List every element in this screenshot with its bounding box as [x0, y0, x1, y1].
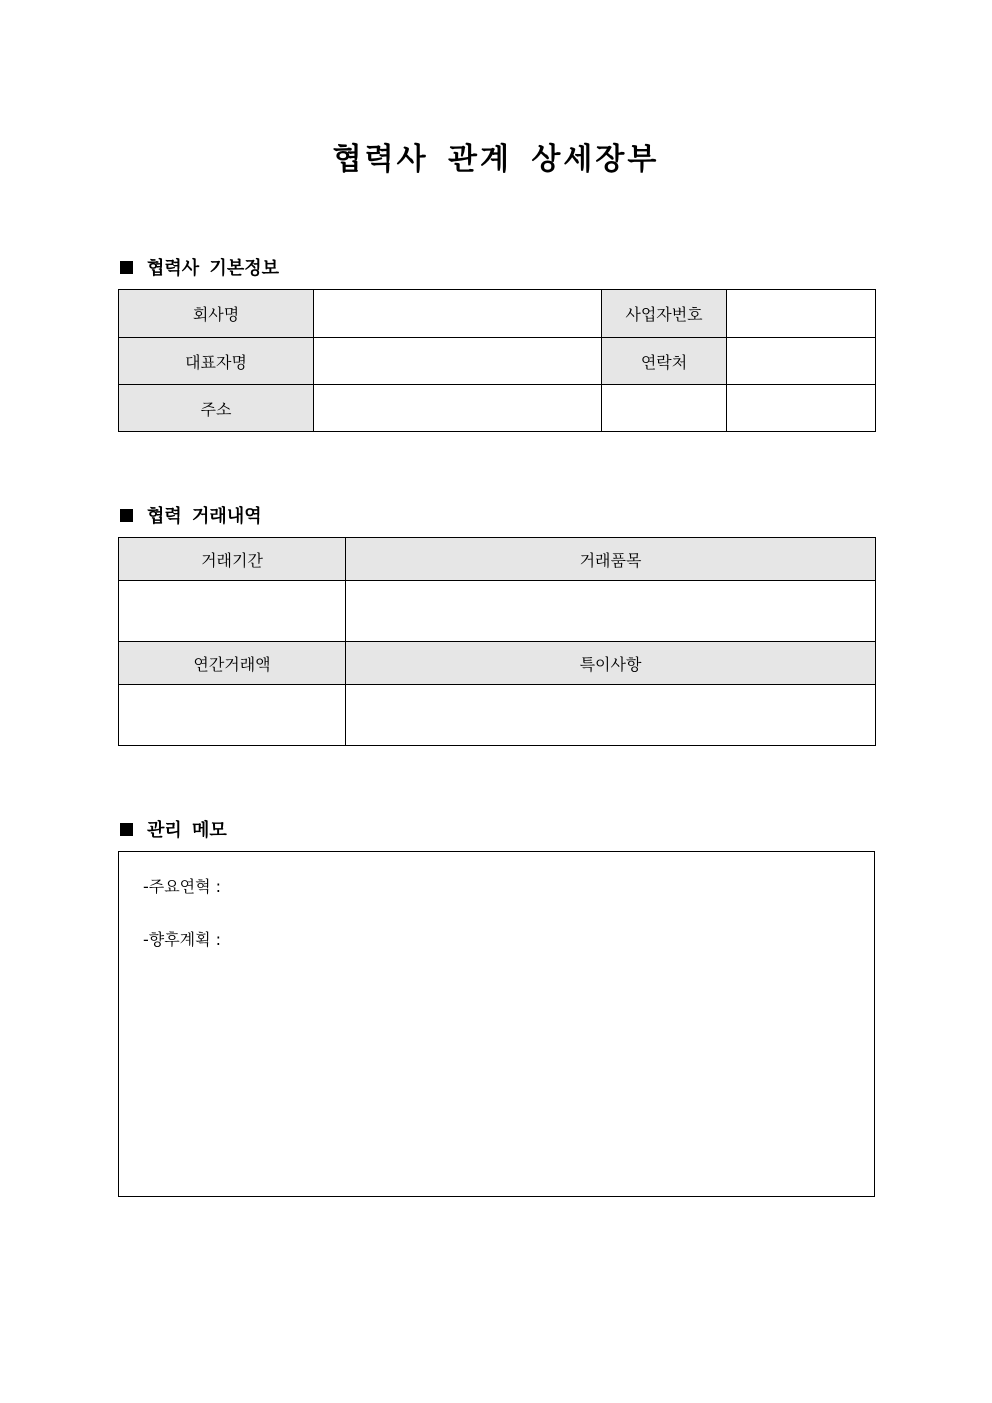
section-heading-label: 협력사 기본정보	[147, 258, 279, 279]
section-heading-transactions	[118, 502, 262, 528]
square-bullet-icon	[120, 261, 133, 274]
representative-label: 대표자명	[119, 338, 314, 385]
trade-period-field[interactable]	[119, 581, 346, 642]
address-label: 주소	[119, 385, 314, 432]
table-row	[119, 385, 876, 432]
transactions-table	[118, 537, 876, 746]
section-heading-basic-info	[118, 254, 279, 280]
empty-cell[interactable]	[602, 385, 727, 432]
contact-label: 연락처	[602, 338, 727, 385]
table-row	[119, 581, 876, 642]
business-number-label: 사업자번호	[602, 290, 727, 338]
representative-field[interactable]	[314, 338, 602, 385]
table-row	[119, 338, 876, 385]
table-row	[119, 685, 876, 746]
table-row	[119, 290, 876, 338]
trade-items-label: 거래품목	[346, 538, 876, 581]
section-heading-memo	[118, 816, 227, 842]
remarks-label: 특이사항	[346, 642, 876, 685]
contact-field[interactable]	[727, 338, 876, 385]
annual-amount-label: 연간거래액	[119, 642, 346, 685]
future-plan-line: -향후계획 :	[143, 930, 222, 949]
history-line: -주요연혁 :	[143, 877, 222, 896]
address-field[interactable]	[314, 385, 602, 432]
annual-amount-field[interactable]	[119, 685, 346, 746]
square-bullet-icon	[120, 509, 133, 522]
memo-box[interactable]	[118, 851, 875, 1197]
remarks-field[interactable]	[346, 685, 876, 746]
section-heading-label: 관리 메모	[147, 820, 227, 841]
trade-period-label: 거래기간	[119, 538, 346, 581]
company-name-field[interactable]	[314, 290, 602, 338]
section-heading-label: 협력 거래내역	[147, 506, 262, 527]
basic-info-table	[118, 289, 876, 432]
table-row	[119, 642, 876, 685]
table-row	[119, 538, 876, 581]
empty-cell[interactable]	[727, 385, 876, 432]
company-name-label: 회사명	[119, 290, 314, 338]
trade-items-field[interactable]	[346, 581, 876, 642]
square-bullet-icon	[120, 823, 133, 836]
business-number-field[interactable]	[727, 290, 876, 338]
page-title: 협력사 관계 상세장부	[332, 142, 660, 177]
